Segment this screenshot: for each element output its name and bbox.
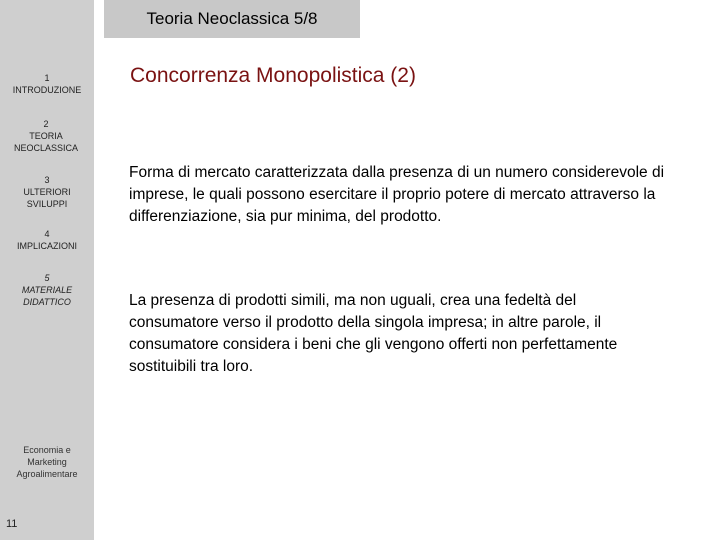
nav-item-ulteriori-sviluppi[interactable] [0, 174, 94, 210]
nav-item-introduzione[interactable] [0, 72, 94, 96]
nav-item-label: IMPLICAZIONI [16, 241, 77, 251]
page-number: 11 [6, 518, 18, 530]
course-name-text: Economia e Marketing Agroalimentare [16, 445, 78, 479]
slide-header [104, 0, 360, 38]
nav-item-number: 5 [44, 273, 50, 283]
nav-item-label: TEORIA NEOCLASSICA [14, 131, 79, 153]
nav-item-implicazioni[interactable] [0, 228, 94, 252]
nav-item-number: 1 [44, 73, 50, 83]
nav-item-number: 3 [44, 175, 50, 185]
nav-item-label: MATERIALE DIDATTICO [21, 285, 73, 307]
nav-item-label: INTRODUZIONE [12, 85, 82, 95]
nav-item-teoria-neoclassica[interactable] [0, 118, 92, 154]
slide-title: Concorrenza Monopolistica (2) [130, 64, 416, 87]
header-title: Teoria Neoclassica 5/8 [146, 9, 318, 28]
paragraph: La presenza di prodotti simili, ma non uguali, crea una fedeltà del consumatore verso il prodotto della singola impresa; in altre parole, il consumatore considera i beni che gli vengono offerti non perfettamente sostituibili tra loro. [129, 292, 618, 375]
course-name [0, 444, 94, 480]
nav-item-number: 2 [43, 119, 49, 129]
nav-item-number: 4 [44, 229, 50, 239]
nav-item-label: ULTERIORI SVILUPPI [23, 187, 71, 209]
paragraph: Forma di mercato caratterizzata dalla presenza di un numero considerevole di imprese, le quali possono esercitare il proprio potere di mercato attraverso la differenziazione, sia pur minima, del prodotto. [129, 164, 665, 225]
nav-item-materiale-didattico[interactable] [0, 272, 94, 308]
